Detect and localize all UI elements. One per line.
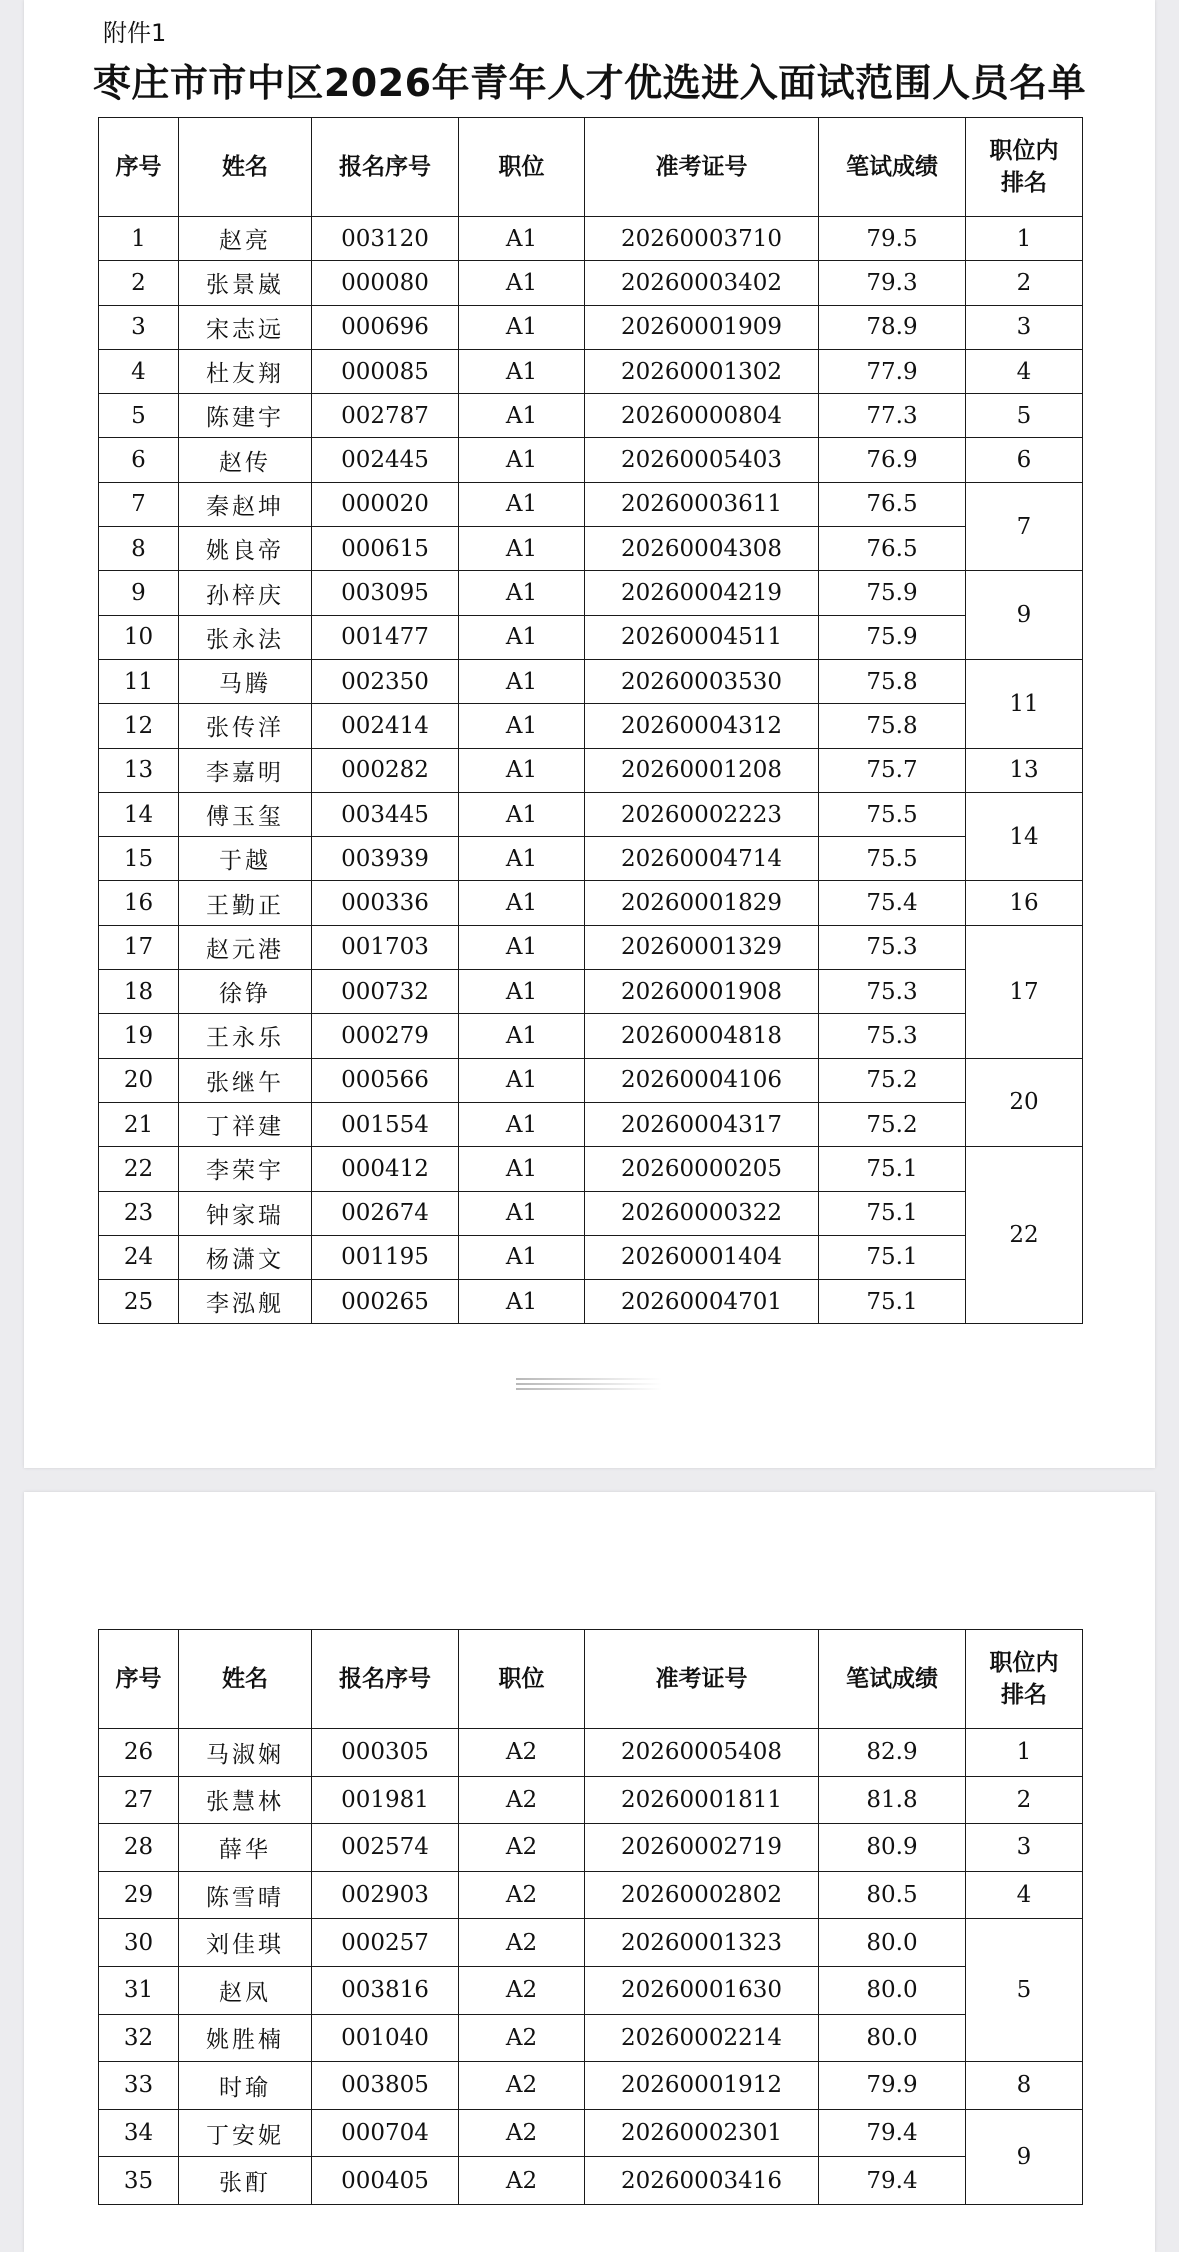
ticket-no-cell: 20260004317 <box>585 1102 819 1146</box>
position-cell: A1 <box>459 394 585 438</box>
seq-cell: 1 <box>99 217 179 261</box>
rank-cell: 2 <box>966 1776 1083 1824</box>
ticket-no-cell: 20260000205 <box>585 1147 819 1191</box>
reg-no-cell: 000704 <box>312 2109 459 2157</box>
score-cell: 75.8 <box>819 659 966 703</box>
score-cell: 76.5 <box>819 482 966 526</box>
name-cell: 孙梓庆 <box>179 571 312 615</box>
column-header: 序号 <box>99 118 179 217</box>
table-row <box>99 659 1083 703</box>
table-row <box>99 217 1083 261</box>
ticket-no-cell: 20260004714 <box>585 837 819 881</box>
name-cell: 傅玉玺 <box>179 792 312 836</box>
score-cell: 75.5 <box>819 792 966 836</box>
rank-cell: 22 <box>966 1147 1083 1324</box>
rank-cell: 20 <box>966 1058 1083 1147</box>
table-row <box>99 1102 1083 1146</box>
score-cell: 75.3 <box>819 925 966 969</box>
seq-cell: 15 <box>99 837 179 881</box>
seq-cell: 19 <box>99 1014 179 1058</box>
reg-no-cell: 003095 <box>312 571 459 615</box>
document-page-2 <box>24 1492 1155 2252</box>
position-cell: A1 <box>459 438 585 482</box>
reg-no-cell: 003445 <box>312 792 459 836</box>
reg-no-cell: 001040 <box>312 2014 459 2062</box>
score-cell: 77.3 <box>819 394 966 438</box>
table-row <box>99 925 1083 969</box>
table-row <box>99 792 1083 836</box>
table-row <box>99 615 1083 659</box>
name-cell: 张传洋 <box>179 704 312 748</box>
ticket-no-cell: 20260001302 <box>585 349 819 393</box>
reg-no-cell: 002445 <box>312 438 459 482</box>
reg-no-cell: 002903 <box>312 1871 459 1919</box>
column-header: 报名序号 <box>312 1630 459 1729</box>
rank-cell: 11 <box>966 659 1083 748</box>
position-cell: A2 <box>459 2109 585 2157</box>
rank-cell: 1 <box>966 1729 1083 1777</box>
seq-cell: 7 <box>99 482 179 526</box>
position-cell: A2 <box>459 2062 585 2110</box>
score-cell: 75.3 <box>819 1014 966 1058</box>
position-cell: A1 <box>459 1280 585 1324</box>
position-cell: A1 <box>459 217 585 261</box>
rank-cell: 3 <box>966 1824 1083 1872</box>
position-cell: A1 <box>459 571 585 615</box>
name-cell: 秦赵坤 <box>179 482 312 526</box>
reg-no-cell: 002414 <box>312 704 459 748</box>
score-cell: 75.1 <box>819 1191 966 1235</box>
rank-cell: 5 <box>966 394 1083 438</box>
name-cell: 马腾 <box>179 659 312 703</box>
reg-no-cell: 000405 <box>312 2157 459 2205</box>
document-title: 枣庄市市中区2026年青年人才优选进入面试范围人员名单 <box>92 61 1087 105</box>
ticket-no-cell: 20260003710 <box>585 217 819 261</box>
score-cell: 75.9 <box>819 571 966 615</box>
table-body <box>99 1729 1083 2205</box>
table-row <box>99 970 1083 1014</box>
reg-no-cell: 000080 <box>312 261 459 305</box>
seq-cell: 31 <box>99 1966 179 2014</box>
score-cell: 76.9 <box>819 438 966 482</box>
seq-cell: 25 <box>99 1280 179 1324</box>
score-cell: 80.0 <box>819 1966 966 2014</box>
rank-cell: 2 <box>966 261 1083 305</box>
ticket-no-cell: 20260000804 <box>585 394 819 438</box>
ticket-no-cell: 20260005408 <box>585 1729 819 1777</box>
seq-cell: 4 <box>99 349 179 393</box>
score-cell: 78.9 <box>819 305 966 349</box>
ticket-no-cell: 20260004219 <box>585 571 819 615</box>
reg-no-cell: 001195 <box>312 1235 459 1279</box>
ticket-no-cell: 20260001208 <box>585 748 819 792</box>
table-row <box>99 1919 1083 1967</box>
position-cell: A1 <box>459 881 585 925</box>
name-cell: 张慧林 <box>179 1776 312 1824</box>
rank-cell: 5 <box>966 1919 1083 2062</box>
name-cell: 李荣宇 <box>179 1147 312 1191</box>
seq-cell: 32 <box>99 2014 179 2062</box>
name-cell: 马淑娴 <box>179 1729 312 1777</box>
reg-no-cell: 001981 <box>312 1776 459 1824</box>
reg-no-cell: 001477 <box>312 615 459 659</box>
ticket-no-cell: 20260003611 <box>585 482 819 526</box>
seq-cell: 8 <box>99 527 179 571</box>
reg-no-cell: 000336 <box>312 881 459 925</box>
seq-cell: 22 <box>99 1147 179 1191</box>
score-cell: 82.9 <box>819 1729 966 1777</box>
document-page-1 <box>24 0 1155 1468</box>
position-cell: A1 <box>459 1058 585 1102</box>
table-row <box>99 1191 1083 1235</box>
seq-cell: 30 <box>99 1919 179 1967</box>
rank-cell: 6 <box>966 438 1083 482</box>
ticket-no-cell: 20260004818 <box>585 1014 819 1058</box>
rank-cell: 3 <box>966 305 1083 349</box>
ticket-no-cell: 20260004308 <box>585 527 819 571</box>
seq-cell: 28 <box>99 1824 179 1872</box>
table-row <box>99 2014 1083 2062</box>
table-row <box>99 1058 1083 1102</box>
seq-cell: 2 <box>99 261 179 305</box>
ticket-no-cell: 20260002214 <box>585 2014 819 2062</box>
reg-no-cell: 003816 <box>312 1966 459 2014</box>
position-cell: A2 <box>459 1776 585 1824</box>
name-cell: 张景崴 <box>179 261 312 305</box>
table-row <box>99 1966 1083 2014</box>
reg-no-cell: 002574 <box>312 1824 459 1872</box>
rank-cell: 17 <box>966 925 1083 1058</box>
table-row <box>99 1776 1083 1824</box>
name-cell: 赵亮 <box>179 217 312 261</box>
score-cell: 75.1 <box>819 1235 966 1279</box>
position-cell: A1 <box>459 482 585 526</box>
score-cell: 75.1 <box>819 1280 966 1324</box>
column-header: 姓名 <box>179 118 312 217</box>
column-header: 职位内排名 <box>966 118 1083 217</box>
reg-no-cell: 000085 <box>312 349 459 393</box>
table-row <box>99 394 1083 438</box>
ticket-no-cell: 20260003402 <box>585 261 819 305</box>
name-cell: 时瑜 <box>179 2062 312 2110</box>
seq-cell: 5 <box>99 394 179 438</box>
table-row <box>99 571 1083 615</box>
ticket-no-cell: 20260001912 <box>585 2062 819 2110</box>
table-row <box>99 748 1083 792</box>
name-cell: 赵传 <box>179 438 312 482</box>
name-cell: 丁祥建 <box>179 1102 312 1146</box>
score-cell: 75.3 <box>819 970 966 1014</box>
ticket-no-cell: 20260004312 <box>585 704 819 748</box>
ticket-no-cell: 20260000322 <box>585 1191 819 1235</box>
table-row <box>99 1824 1083 1872</box>
ticket-no-cell: 20260003416 <box>585 2157 819 2205</box>
reg-no-cell: 002350 <box>312 659 459 703</box>
seq-cell: 27 <box>99 1776 179 1824</box>
reg-no-cell: 002674 <box>312 1191 459 1235</box>
position-cell: A1 <box>459 837 585 881</box>
ticket-no-cell: 20260001811 <box>585 1776 819 1824</box>
position-cell: A2 <box>459 1966 585 2014</box>
score-cell: 80.5 <box>819 1871 966 1919</box>
column-header: 报名序号 <box>312 118 459 217</box>
position-cell: A2 <box>459 1729 585 1777</box>
table-row <box>99 349 1083 393</box>
table-row <box>99 1014 1083 1058</box>
reg-no-cell: 000020 <box>312 482 459 526</box>
reg-no-cell: 003805 <box>312 2062 459 2110</box>
score-cell: 75.7 <box>819 748 966 792</box>
reg-no-cell: 000696 <box>312 305 459 349</box>
rank-cell: 9 <box>966 571 1083 660</box>
score-cell: 79.9 <box>819 2062 966 2110</box>
name-cell: 赵凤 <box>179 1966 312 2014</box>
reg-no-cell: 000412 <box>312 1147 459 1191</box>
seq-cell: 29 <box>99 1871 179 1919</box>
name-cell: 陈雪晴 <box>179 1871 312 1919</box>
reg-no-cell: 000265 <box>312 1280 459 1324</box>
position-cell: A2 <box>459 2157 585 2205</box>
reg-no-cell: 001554 <box>312 1102 459 1146</box>
table-row <box>99 261 1083 305</box>
position-cell: A1 <box>459 925 585 969</box>
score-cell: 76.5 <box>819 527 966 571</box>
column-header: 笔试成绩 <box>819 1630 966 1729</box>
score-cell: 79.4 <box>819 2157 966 2205</box>
name-cell: 宋志远 <box>179 305 312 349</box>
ticket-no-cell: 20260001630 <box>585 1966 819 2014</box>
score-cell: 80.9 <box>819 1824 966 1872</box>
name-cell: 王勤正 <box>179 881 312 925</box>
position-cell: A2 <box>459 2014 585 2062</box>
rank-cell: 4 <box>966 1871 1083 1919</box>
reg-no-cell: 001703 <box>312 925 459 969</box>
reg-no-cell: 000305 <box>312 1729 459 1777</box>
column-header: 姓名 <box>179 1630 312 1729</box>
seq-cell: 26 <box>99 1729 179 1777</box>
ticket-no-cell: 20260001829 <box>585 881 819 925</box>
seq-cell: 24 <box>99 1235 179 1279</box>
name-cell: 姚胜楠 <box>179 2014 312 2062</box>
rank-cell: 8 <box>966 2062 1083 2110</box>
score-cell: 75.9 <box>819 615 966 659</box>
reg-no-cell: 003939 <box>312 837 459 881</box>
name-cell: 李泓舰 <box>179 1280 312 1324</box>
position-cell: A1 <box>459 1014 585 1058</box>
score-cell: 79.3 <box>819 261 966 305</box>
table-row <box>99 2062 1083 2110</box>
table-body <box>99 217 1083 1324</box>
column-header: 序号 <box>99 1630 179 1729</box>
seq-cell: 13 <box>99 748 179 792</box>
seq-cell: 16 <box>99 881 179 925</box>
attachment-label: 附件1 <box>103 19 167 47</box>
table-header <box>99 1630 1083 1729</box>
table-row <box>99 305 1083 349</box>
reg-no-cell: 000566 <box>312 1058 459 1102</box>
rank-cell: 16 <box>966 881 1083 925</box>
rank-cell: 7 <box>966 482 1083 571</box>
position-cell: A1 <box>459 349 585 393</box>
seq-cell: 18 <box>99 970 179 1014</box>
reg-no-cell: 000615 <box>312 527 459 571</box>
table-row <box>99 1871 1083 1919</box>
seq-cell: 34 <box>99 2109 179 2157</box>
position-cell: A2 <box>459 1871 585 1919</box>
name-cell: 于越 <box>179 837 312 881</box>
reg-no-cell: 003120 <box>312 217 459 261</box>
position-cell: A1 <box>459 704 585 748</box>
seq-cell: 14 <box>99 792 179 836</box>
rank-cell: 9 <box>966 2109 1083 2204</box>
ticket-no-cell: 20260002802 <box>585 1871 819 1919</box>
position-cell: A2 <box>459 1824 585 1872</box>
reg-no-cell: 000257 <box>312 1919 459 1967</box>
seq-cell: 23 <box>99 1191 179 1235</box>
score-cell: 79.5 <box>819 217 966 261</box>
column-header: 准考证号 <box>585 118 819 217</box>
score-cell: 75.2 <box>819 1058 966 1102</box>
position-cell: A1 <box>459 305 585 349</box>
candidate-table <box>98 1629 1083 2205</box>
position-cell: A1 <box>459 970 585 1014</box>
ticket-no-cell: 20260004701 <box>585 1280 819 1324</box>
score-cell: 81.8 <box>819 1776 966 1824</box>
name-cell: 李嘉明 <box>179 748 312 792</box>
name-cell: 刘佳琪 <box>179 1919 312 1967</box>
position-cell: A1 <box>459 615 585 659</box>
score-cell: 80.0 <box>819 2014 966 2062</box>
name-cell: 姚良帝 <box>179 527 312 571</box>
seq-cell: 35 <box>99 2157 179 2205</box>
column-header: 职位 <box>459 1630 585 1729</box>
table-row <box>99 704 1083 748</box>
table-row <box>99 438 1083 482</box>
score-cell: 75.1 <box>819 1147 966 1191</box>
rank-cell: 4 <box>966 349 1083 393</box>
ticket-no-cell: 20260003530 <box>585 659 819 703</box>
score-cell: 80.0 <box>819 1919 966 1967</box>
position-cell: A1 <box>459 1102 585 1146</box>
name-cell: 张继午 <box>179 1058 312 1102</box>
position-cell: A1 <box>459 748 585 792</box>
table-row <box>99 482 1083 526</box>
position-cell: A1 <box>459 527 585 571</box>
rank-cell: 1 <box>966 217 1083 261</box>
table-row <box>99 1147 1083 1191</box>
ticket-no-cell: 20260001909 <box>585 305 819 349</box>
position-cell: A1 <box>459 1191 585 1235</box>
table-row <box>99 1729 1083 1777</box>
seq-cell: 20 <box>99 1058 179 1102</box>
score-cell: 79.4 <box>819 2109 966 2157</box>
seq-cell: 33 <box>99 2062 179 2110</box>
position-cell: A1 <box>459 1235 585 1279</box>
score-cell: 75.8 <box>819 704 966 748</box>
table-row <box>99 2157 1083 2205</box>
score-cell: 75.2 <box>819 1102 966 1146</box>
position-cell: A1 <box>459 792 585 836</box>
reg-no-cell: 000279 <box>312 1014 459 1058</box>
name-cell: 王永乐 <box>179 1014 312 1058</box>
column-header: 职位 <box>459 118 585 217</box>
ticket-no-cell: 20260001323 <box>585 1919 819 1967</box>
reg-no-cell: 000732 <box>312 970 459 1014</box>
name-cell: 张永法 <box>179 615 312 659</box>
name-cell: 徐铮 <box>179 970 312 1014</box>
table-row <box>99 1280 1083 1324</box>
position-cell: A2 <box>459 1919 585 1967</box>
reg-no-cell: 000282 <box>312 748 459 792</box>
ticket-no-cell: 20260004106 <box>585 1058 819 1102</box>
seq-cell: 11 <box>99 659 179 703</box>
candidate-table <box>98 117 1083 1324</box>
score-cell: 75.5 <box>819 837 966 881</box>
table-row <box>99 837 1083 881</box>
ticket-no-cell: 20260001329 <box>585 925 819 969</box>
seq-cell: 21 <box>99 1102 179 1146</box>
ticket-no-cell: 20260002719 <box>585 1824 819 1872</box>
rank-cell: 13 <box>966 748 1083 792</box>
column-header: 职位内排名 <box>966 1630 1083 1729</box>
rank-cell: 14 <box>966 792 1083 881</box>
table-header <box>99 118 1083 217</box>
name-cell: 杨潇文 <box>179 1235 312 1279</box>
seq-cell: 9 <box>99 571 179 615</box>
name-cell: 丁安妮 <box>179 2109 312 2157</box>
seq-cell: 10 <box>99 615 179 659</box>
ticket-no-cell: 20260002223 <box>585 792 819 836</box>
name-cell: 张酊 <box>179 2157 312 2205</box>
seq-cell: 3 <box>99 305 179 349</box>
table-row <box>99 1235 1083 1279</box>
ticket-no-cell: 20260002301 <box>585 2109 819 2157</box>
ticket-no-cell: 20260004511 <box>585 615 819 659</box>
column-header: 笔试成绩 <box>819 118 966 217</box>
position-cell: A1 <box>459 659 585 703</box>
name-cell: 薛华 <box>179 1824 312 1872</box>
name-cell: 杜友翔 <box>179 349 312 393</box>
column-header: 准考证号 <box>585 1630 819 1729</box>
name-cell: 赵元港 <box>179 925 312 969</box>
score-cell: 77.9 <box>819 349 966 393</box>
table-row <box>99 881 1083 925</box>
reg-no-cell: 002787 <box>312 394 459 438</box>
table-row <box>99 2109 1083 2157</box>
score-cell: 75.4 <box>819 881 966 925</box>
page-separator <box>516 1378 662 1396</box>
seq-cell: 17 <box>99 925 179 969</box>
name-cell: 钟家瑞 <box>179 1191 312 1235</box>
seq-cell: 12 <box>99 704 179 748</box>
position-cell: A1 <box>459 1147 585 1191</box>
name-cell: 陈建宇 <box>179 394 312 438</box>
ticket-no-cell: 20260005403 <box>585 438 819 482</box>
ticket-no-cell: 20260001404 <box>585 1235 819 1279</box>
seq-cell: 6 <box>99 438 179 482</box>
table-row <box>99 527 1083 571</box>
ticket-no-cell: 20260001908 <box>585 970 819 1014</box>
position-cell: A1 <box>459 261 585 305</box>
